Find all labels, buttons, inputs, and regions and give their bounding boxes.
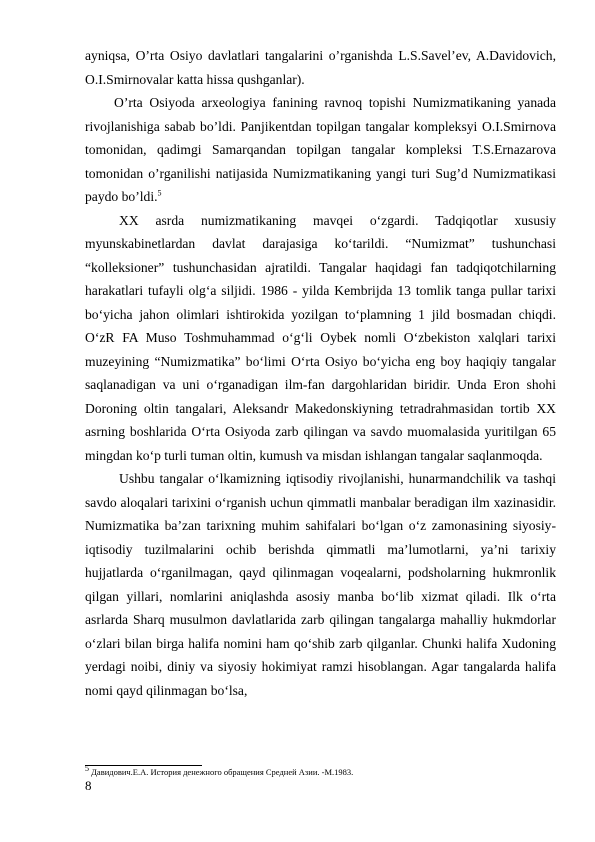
footnote-divider [85, 765, 202, 766]
paragraph-4: Ushbu tangalar o‘lkamizning iqtisodiy rivojlanishi, hunarmandchilik va tashqi savdo aloqalari tarixini o‘rganish uchun qimmatli manbalar beradigan ilm xazinasidir. Numizmatika ba’zan tarixning muhim sahifalari bo‘lgan o‘z zamonasining siyosiy-iqtisodiy tuzilmalarini ochib berishda qimmatli ma’lumotlarni, ya’ni tarixiy hujjatlarda o‘rganilmagan, qayd qilinmagan voqealarni, podsholarning hukmronlik qilgan yillari, nomlarini aniqlashda asosiy manba bo‘lib xizmat qiladi. Ilk o‘rta asrlarda Sharq musulmon davlatlarida zarb qilingan tangalarga mahalliy hukmdorlar o‘zlari bilan birga halifa nomini ham qo‘shib zarb qilganlar. Chunki halifa Xudoning yerdagi noibi, diniy va siyosiy hokimiyat ramzi hisoblangan. Agar tangalarda halifa nomi qayd qilinmagan bo‘lsa, [85, 471, 556, 698]
footnote [85, 764, 556, 778]
footnote-marker: 5 [85, 764, 89, 774]
paragraph-2-text: O’rta Osiyoda arxeologiya fanining ravnoq topishi Numizmatikaning yanada rivojlanishiga sabab bo’ldi. Panjikentdan topilgan tangalar kompleksyi O.I.Smirnova tomonidan, qadimgi Samarqandan topilgan tangalar kompleksi T.S.Ernazarova tomonidan o’rganilishi natijasida Numizmatikaning yangi turi Sug’d Numizmatikasi paydo bo’ldi. [85, 95, 556, 204]
paragraph-1: ayniqsa, O’rta Osiyo davlatlari tangalarini o’rganishda L.S.Savel’ev, A.Davidovich, O.I.Smirnovalar katta hissa qushganlar). [85, 48, 556, 87]
document-body [85, 44, 556, 702]
paragraph-3: XX asrda numizmatikaning mavqei o‘zgardi. Tadqiqotlar xususiy myunskabinetlardan davlat darajasiga ko‘tarildi. “Numizmat” tushunchasi “kolleksioner” tushunchasidan ajratildi. Tangalar haqidagi fan tadqiqotchilarning harakatlari tufayli olg‘a siljidi. 1986 - yilda Kembrijda 13 tomlik tanga pullar tarixi bo‘yicha jahon olimlari ishtirokida yozilgan to‘plamning 1 jild bosmadan chiqdi. O‘zR FA Muso Toshmuhammad o‘g‘li Oybek nomli O‘zbekiston xalqlari tarixi muzeyining “Numizmatika” bo‘limi O‘rta Osiyo bo‘yicha eng boy haqiqiy tangalar saqlanadigan va uni o‘rganadigan ilm-fan dargohlaridan biridir. Unda Eron shohi Doroning oltin tangalari, Aleksandr Makedonskiyning tetradrahmasidan tortib XX asrning boshlarida O‘rta Osiyoda zarb qilingan va savdo muomalasida yuritilgan 65 mingdan ko‘p turli tuman oltin, kumush va misdan ishlangan tangalar saqlanmoqda. [85, 212, 556, 463]
footnote-text: Давидович.Е.А. История денежного обращения Средней Азии. -М.1983. [91, 767, 354, 777]
paragraph-2 [85, 91, 556, 209]
page-number: 8 [85, 778, 92, 793]
footnote-reference: 5 [157, 188, 162, 198]
